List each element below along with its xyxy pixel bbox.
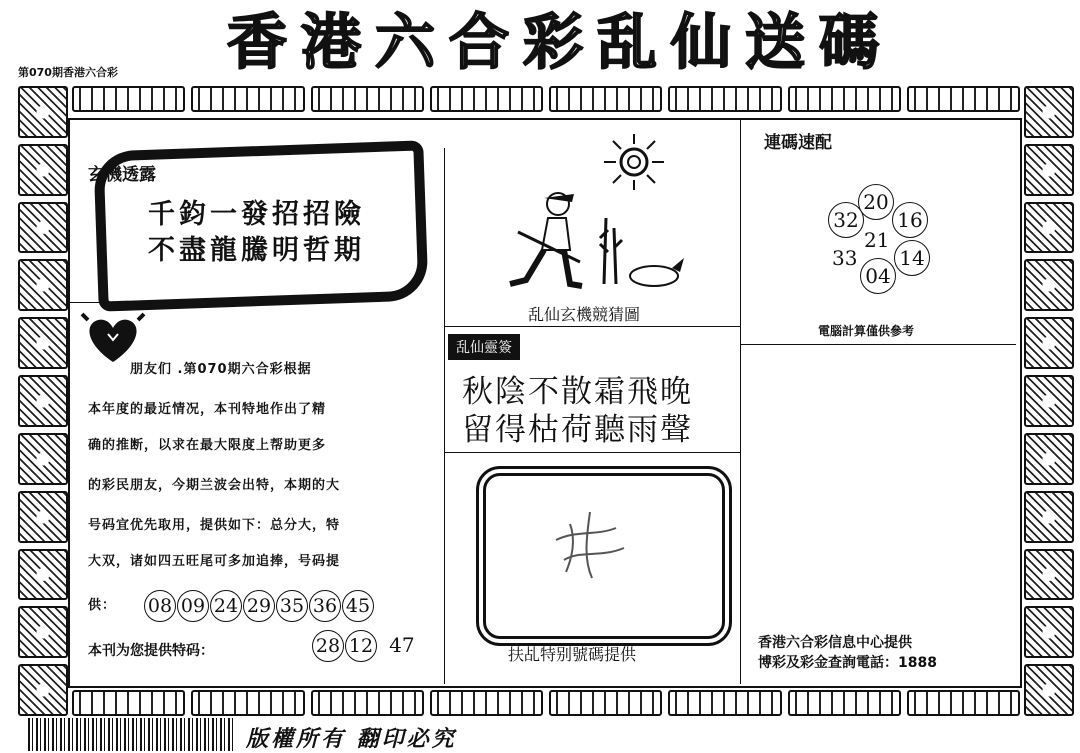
- ornament-tile: [549, 690, 662, 716]
- ornament-tile: [668, 690, 781, 716]
- ornament-tile: [430, 690, 543, 716]
- lianma-ball: 16: [892, 202, 928, 238]
- ornament-tile: [18, 144, 68, 196]
- lianma-ball: 32: [828, 202, 864, 238]
- poem-line-1: 秋陰不散霜飛晚: [462, 374, 693, 410]
- lianma-number: 33: [832, 246, 858, 270]
- ornament-tile: [18, 259, 68, 311]
- ornament-border-bottom: [72, 690, 1020, 716]
- number-ball: 36: [309, 590, 341, 622]
- ornament-tile: [18, 491, 68, 543]
- ornament-border-right: [1024, 86, 1074, 716]
- ornament-tile: [549, 86, 662, 112]
- special-number-ball: 28: [312, 630, 344, 662]
- ornament-tile: [311, 690, 424, 716]
- ornament-tile: [18, 375, 68, 427]
- numbers-label: 供：: [88, 598, 117, 613]
- ornament-tile: [1024, 549, 1074, 601]
- right-divider: [740, 344, 1016, 345]
- issue-label: 第070期香港六合彩: [18, 66, 118, 79]
- letter-line: 大双，诸如四五旺尾可多加追捧，号码提: [88, 554, 341, 569]
- ornament-tile: [1024, 664, 1074, 716]
- ornament-tile: [311, 86, 424, 112]
- number-ball: 29: [243, 590, 275, 622]
- riddle-line-1: 千鈞一發招招險: [148, 199, 365, 230]
- ornament-tile: [18, 433, 68, 485]
- ornament-tile: [1024, 375, 1074, 427]
- ornament-tile: [18, 202, 68, 254]
- lianma-ball: 14: [894, 240, 930, 276]
- ornament-border-left: [18, 86, 68, 716]
- letter-line: 确的推断，以求在最大限度上帮助更多: [88, 438, 327, 453]
- column-divider-left: [444, 148, 445, 684]
- ornament-border-top: [72, 86, 1020, 112]
- ornament-tile: [907, 86, 1020, 112]
- letter-line: 本年度的最近情况，本刊特地作出了精: [88, 402, 327, 417]
- ornament-tile: [18, 317, 68, 369]
- recommended-numbers: [144, 590, 375, 622]
- page-title: 香港六合彩乱仙送碼: [227, 8, 893, 78]
- ornament-tile: [788, 86, 901, 112]
- letter-line: 朋友们 .第070期六合彩根据: [130, 362, 312, 377]
- middle-divider-bottom: [444, 452, 740, 453]
- scribble-image: [546, 500, 638, 584]
- ornament-tile: [1024, 144, 1074, 196]
- column-divider-right: [740, 118, 741, 684]
- sun-icon: [598, 132, 670, 192]
- number-ball: 09: [177, 590, 209, 622]
- ornament-tile: [1024, 491, 1074, 543]
- ornament-tile: [1024, 202, 1074, 254]
- ornament-tile: [191, 690, 304, 716]
- lianma-title: 連碼速配: [764, 133, 832, 153]
- letter-line: 的彩民朋友，今期兰波会出特，本期的大: [88, 478, 341, 493]
- ornament-tile: [72, 690, 185, 716]
- middle-divider-top: [444, 326, 740, 327]
- info-line-2: 博彩及彩金查詢電話：1888: [758, 655, 937, 671]
- ornament-tile: [18, 664, 68, 716]
- poem-line-2: 留得枯荷聽雨聲: [462, 412, 693, 448]
- number-ball: 35: [276, 590, 308, 622]
- ornament-tile: [72, 86, 185, 112]
- ornament-tile: [1024, 606, 1074, 658]
- riddle-line-2: 不盡龍騰明哲期: [148, 235, 365, 266]
- picture-caption: 乱仙玄機競猜圖: [528, 305, 641, 324]
- ornament-tile: [191, 86, 304, 112]
- lianma-ball: 20: [858, 184, 894, 220]
- lianma-number: 21: [864, 228, 890, 252]
- letter-line: 号码宜优先取用，提供如下：总分大，特: [88, 518, 341, 533]
- lianma-note: 電腦計算僅供參考: [818, 324, 915, 338]
- ornament-tile: [18, 549, 68, 601]
- ornament-tile: [1024, 317, 1074, 369]
- copyright: 版權所有 翻印必究: [246, 726, 457, 752]
- special-picture-caption: 扶乩特别號碼提供: [508, 645, 637, 664]
- lianma-ball: 04: [860, 258, 896, 294]
- special-code-numbers: [312, 630, 415, 662]
- ornament-tile: [907, 690, 1020, 716]
- special-number-ball: 12: [345, 630, 377, 662]
- lingqian-badge: 乱仙靈簽: [448, 334, 520, 360]
- riddle-label: 玄機透露: [88, 165, 156, 185]
- heart-icon: [80, 306, 146, 366]
- ornament-tile: [18, 86, 68, 138]
- ornament-tile: [18, 606, 68, 658]
- ornament-tile: [1024, 433, 1074, 485]
- barcode: [28, 718, 234, 751]
- ornament-tile: [1024, 86, 1074, 138]
- farmer-illustration: [496, 188, 696, 294]
- number-ball: 45: [342, 590, 374, 622]
- info-line-1: 香港六合彩信息中心提供: [758, 635, 912, 651]
- ornament-tile: [430, 86, 543, 112]
- number-ball: 08: [144, 590, 176, 622]
- ornament-tile: [1024, 259, 1074, 311]
- special-number-plain: 47: [389, 633, 415, 657]
- ornament-tile: [788, 690, 901, 716]
- special-code-label: 本刊为您提供特码：: [88, 643, 214, 659]
- ornament-tile: [668, 86, 781, 112]
- number-ball: 24: [210, 590, 242, 622]
